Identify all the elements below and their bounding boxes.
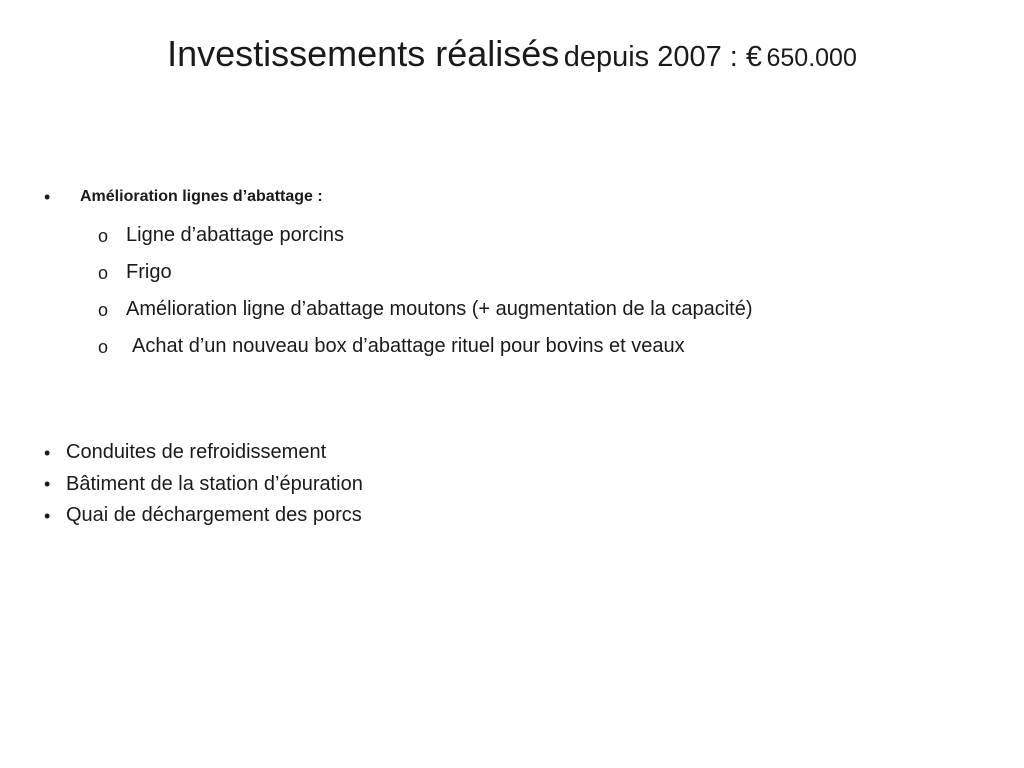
list-item bbox=[44, 500, 363, 532]
list-item bbox=[98, 291, 753, 328]
section-heading: Amélioration lignes d’abattage : bbox=[80, 188, 323, 205]
circle-bullet-icon: o bbox=[98, 299, 109, 320]
list-item-text: Ligne d’abattage porcins bbox=[126, 224, 344, 246]
list-item-text: Achat d’un nouveau box d’abattage rituel pour bovins et veaux bbox=[132, 335, 685, 357]
list-item-text: Bâtiment de la station d’épuration bbox=[66, 472, 363, 495]
section-abattage bbox=[44, 183, 753, 365]
bullet-icon: • bbox=[44, 442, 51, 463]
list-item bbox=[98, 254, 753, 291]
section-heading-row bbox=[44, 183, 753, 211]
list-item bbox=[98, 328, 753, 365]
list-item bbox=[98, 217, 753, 254]
circle-bullet-icon: o bbox=[98, 262, 109, 283]
list-item-text: Quai de déchargement des porcs bbox=[66, 504, 362, 527]
list-item-text: Conduites de refroidissement bbox=[66, 441, 327, 464]
title-sub: depuis 2007 : € bbox=[563, 41, 763, 73]
bullet-icon: • bbox=[44, 187, 51, 207]
slide-title bbox=[0, 33, 1024, 74]
title-amount: 650.000 bbox=[766, 44, 857, 72]
list-item-text: Amélioration ligne d’abattage moutons (+ augmentation de la capacité) bbox=[126, 298, 753, 320]
bullet-icon: • bbox=[44, 505, 51, 526]
main-list bbox=[44, 437, 363, 532]
sub-list bbox=[98, 217, 753, 365]
list-item-text: Frigo bbox=[126, 261, 172, 283]
list-item bbox=[44, 437, 363, 469]
circle-bullet-icon: o bbox=[98, 336, 109, 357]
bullet-icon: • bbox=[44, 474, 51, 495]
circle-bullet-icon: o bbox=[98, 225, 109, 246]
section-infrastructure bbox=[44, 437, 363, 532]
list-item bbox=[44, 469, 363, 501]
title-main: Investissements réalisés bbox=[167, 33, 560, 74]
